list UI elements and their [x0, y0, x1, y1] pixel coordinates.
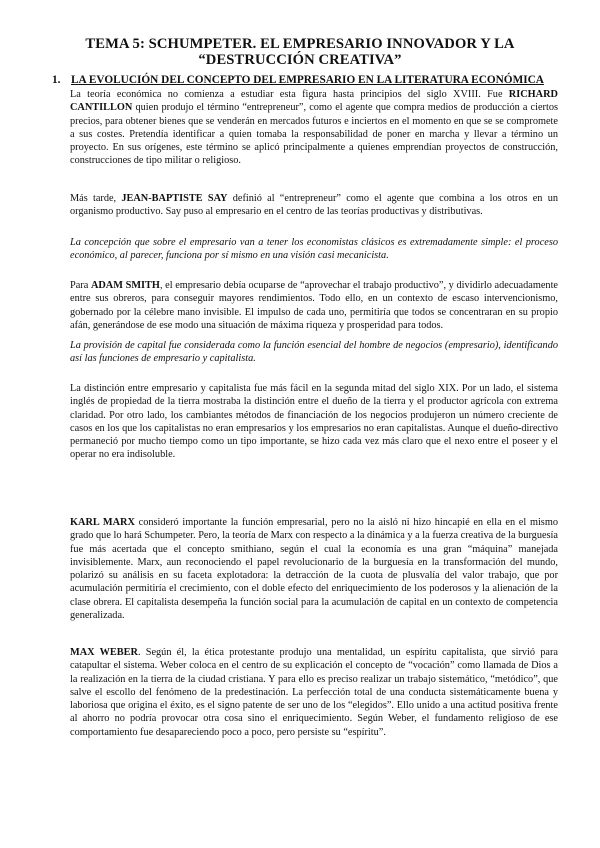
author-name-cantillon: RICHARD CANTILLON — [70, 89, 558, 114]
title-line-1: TEMA 5: SCHUMPETER. EL EMPRESARIO INNOVADOR Y LA — [85, 36, 515, 52]
paragraph-text: definió al “entrepreneur” como el agente que combina a los otros en un organismo productivo. Say puso al empresario en el centro de las teorías productivas y distributivas. — [70, 193, 558, 218]
paragraph-text: quien produjo el término “entrepreneur”, como el agente que compra medios de producción a ciertos precios, para obtener bienes que se venderán en mercados futuros e inciertos en el momento en que se se compromete a sus costes. Pretendía identificar a quien tomaba la responsabilidad de poner en marcha y llevar a término un proyecto. En sus orígenes, este término se aplicó principalmente a quienes emprendían proyectos de construcción, construcciones de tipo militar o religioso. — [70, 102, 558, 167]
section-heading — [52, 73, 552, 87]
paragraph-text: consideró importante la función empresarial, pero no la aisló ni hizo hincapié en ella en el mismo grado que lo hará Schumpeter. Pero, la teoría de Marx con respecto a la dinámica y a la fuerza creativa de la burguesía fue más acertada que el concepto smithiano, según el cual la economía es una gran “máquina” manejada invisiblemente. Marx, aun reconociendo el papel revolucionario de la burguesía en la transformación del mundo, polarizó su análisis en su faceta explotadora: la detracción de la cuota de plusvalía del valor trabajo, que por acumulación permitiría el crecimiento, con el doble efecto del enriquecimiento de los poderosos y la alienación de la clase obrera. El capitalista desempeña la función social para la acumulación de capital en un contexto de competencia generalizada. — [70, 517, 558, 622]
paragraph-text: La concepción que sobre el empresario van a tener los economistas clásicos es extremadamente simple: el proceso económico, al parecer, funciona por sí mismo en una visión casi mecanicista. — [70, 237, 558, 262]
paragraph-smith — [70, 279, 558, 332]
paragraph-text: , el empresario debía ocuparse de “aprovechar el trabajo productivo”, y dividirlo adecuadamente entre sus obreros, para conseguir mayores rendimientos. Todo ello, en un contexto de escaso intervencionismo, gobernado por la célebre mano invisible. El impulso de cada uno, permitiría que todos se concentraran en su propio afán, generándose de ese modo una situación de máxima riqueza y prosperidad para todos. — [70, 280, 559, 331]
paragraph-say — [70, 192, 558, 219]
paragraph-text: Para — [70, 280, 91, 291]
section-heading-text: LA EVOLUCIÓN DEL CONCEPTO DEL EMPRESARIO EN LA LITERATURA ECONÓMICA — [71, 74, 544, 86]
paragraph-text: La teoría económica no comienza a estudiar esta figura hasta principios del siglo XVIII. Fue — [70, 89, 509, 100]
paragraph-text: . Según él, la ética protestante produjo una mentalidad, un espíritu capitalista, que sirvió para catapultar el sistema. Weber coloca en el centro de su explicación el concepto de “vocación” como llamada de Dios a la realización en la tierra de la ciudad cristiana. Y para ello es preciso realizar un trabajo sistemático, “metódico”, que salve el escollo del fenómeno de la predestinación. La perfección total de una conducta sistemáticamente buena y laboriosa que origina el éxito, es el signo patente de ser uno de los “elegidos”. Ello unido a una actitud positiva frente al ahorro no podría provocar otra cosa sino el enriquecimiento. Según Weber, el fundamento religioso de ese comportamiento fue desapareciendo poco a poco, pero persiste su “espíritu”. — [70, 647, 558, 738]
paragraph-marx — [70, 516, 558, 622]
paragraph-cantillon — [70, 88, 558, 168]
title-line-2: “DESTRUCCIÓN CREATIVA” — [198, 52, 402, 68]
author-name-marx: KARL MARX — [70, 517, 135, 528]
author-name-smith: ADAM SMITH — [90, 280, 160, 291]
page-title — [40, 36, 560, 68]
author-name-weber: MAX WEBER — [70, 647, 138, 658]
paragraph-text: Más tarde, — [70, 193, 122, 204]
paragraph-classical-economists — [70, 236, 558, 263]
section-number: 1. — [52, 74, 61, 86]
paragraph-text: La provisión de capital fue considerada como la función esencial del hombre de negocios (empresario), identificando así las funciones de empresario y capitalista. — [70, 340, 558, 365]
paragraph-weber — [70, 646, 558, 739]
paragraph-capital-provision — [70, 339, 558, 366]
author-name-say: JEAN-BAPTISTE SAY — [121, 193, 228, 204]
paragraph-entrepreneur-capitalist — [70, 382, 558, 462]
paragraph-text: La distinción entre empresario y capitalista fue más fácil en la segunda mitad del siglo XIX. Por un lado, el sistema inglés de propiedad de la tierra mostraba la distinción entre el dueño de la tierra y el productor agrícola con extrema claridad. Por otro lado, los cambiantes métodos de financiación de los negocios produjeron un número creciente de casos en los que los capitalistas no eran empresarios y los empresarios no eran capitalistas. Aunque el dueño-directivo permaneció por mucho tiempo como un tipo importante, se hizo cada vez más claro que el nexo entre el poseer y el operar no era indisoluble. — [70, 383, 558, 461]
